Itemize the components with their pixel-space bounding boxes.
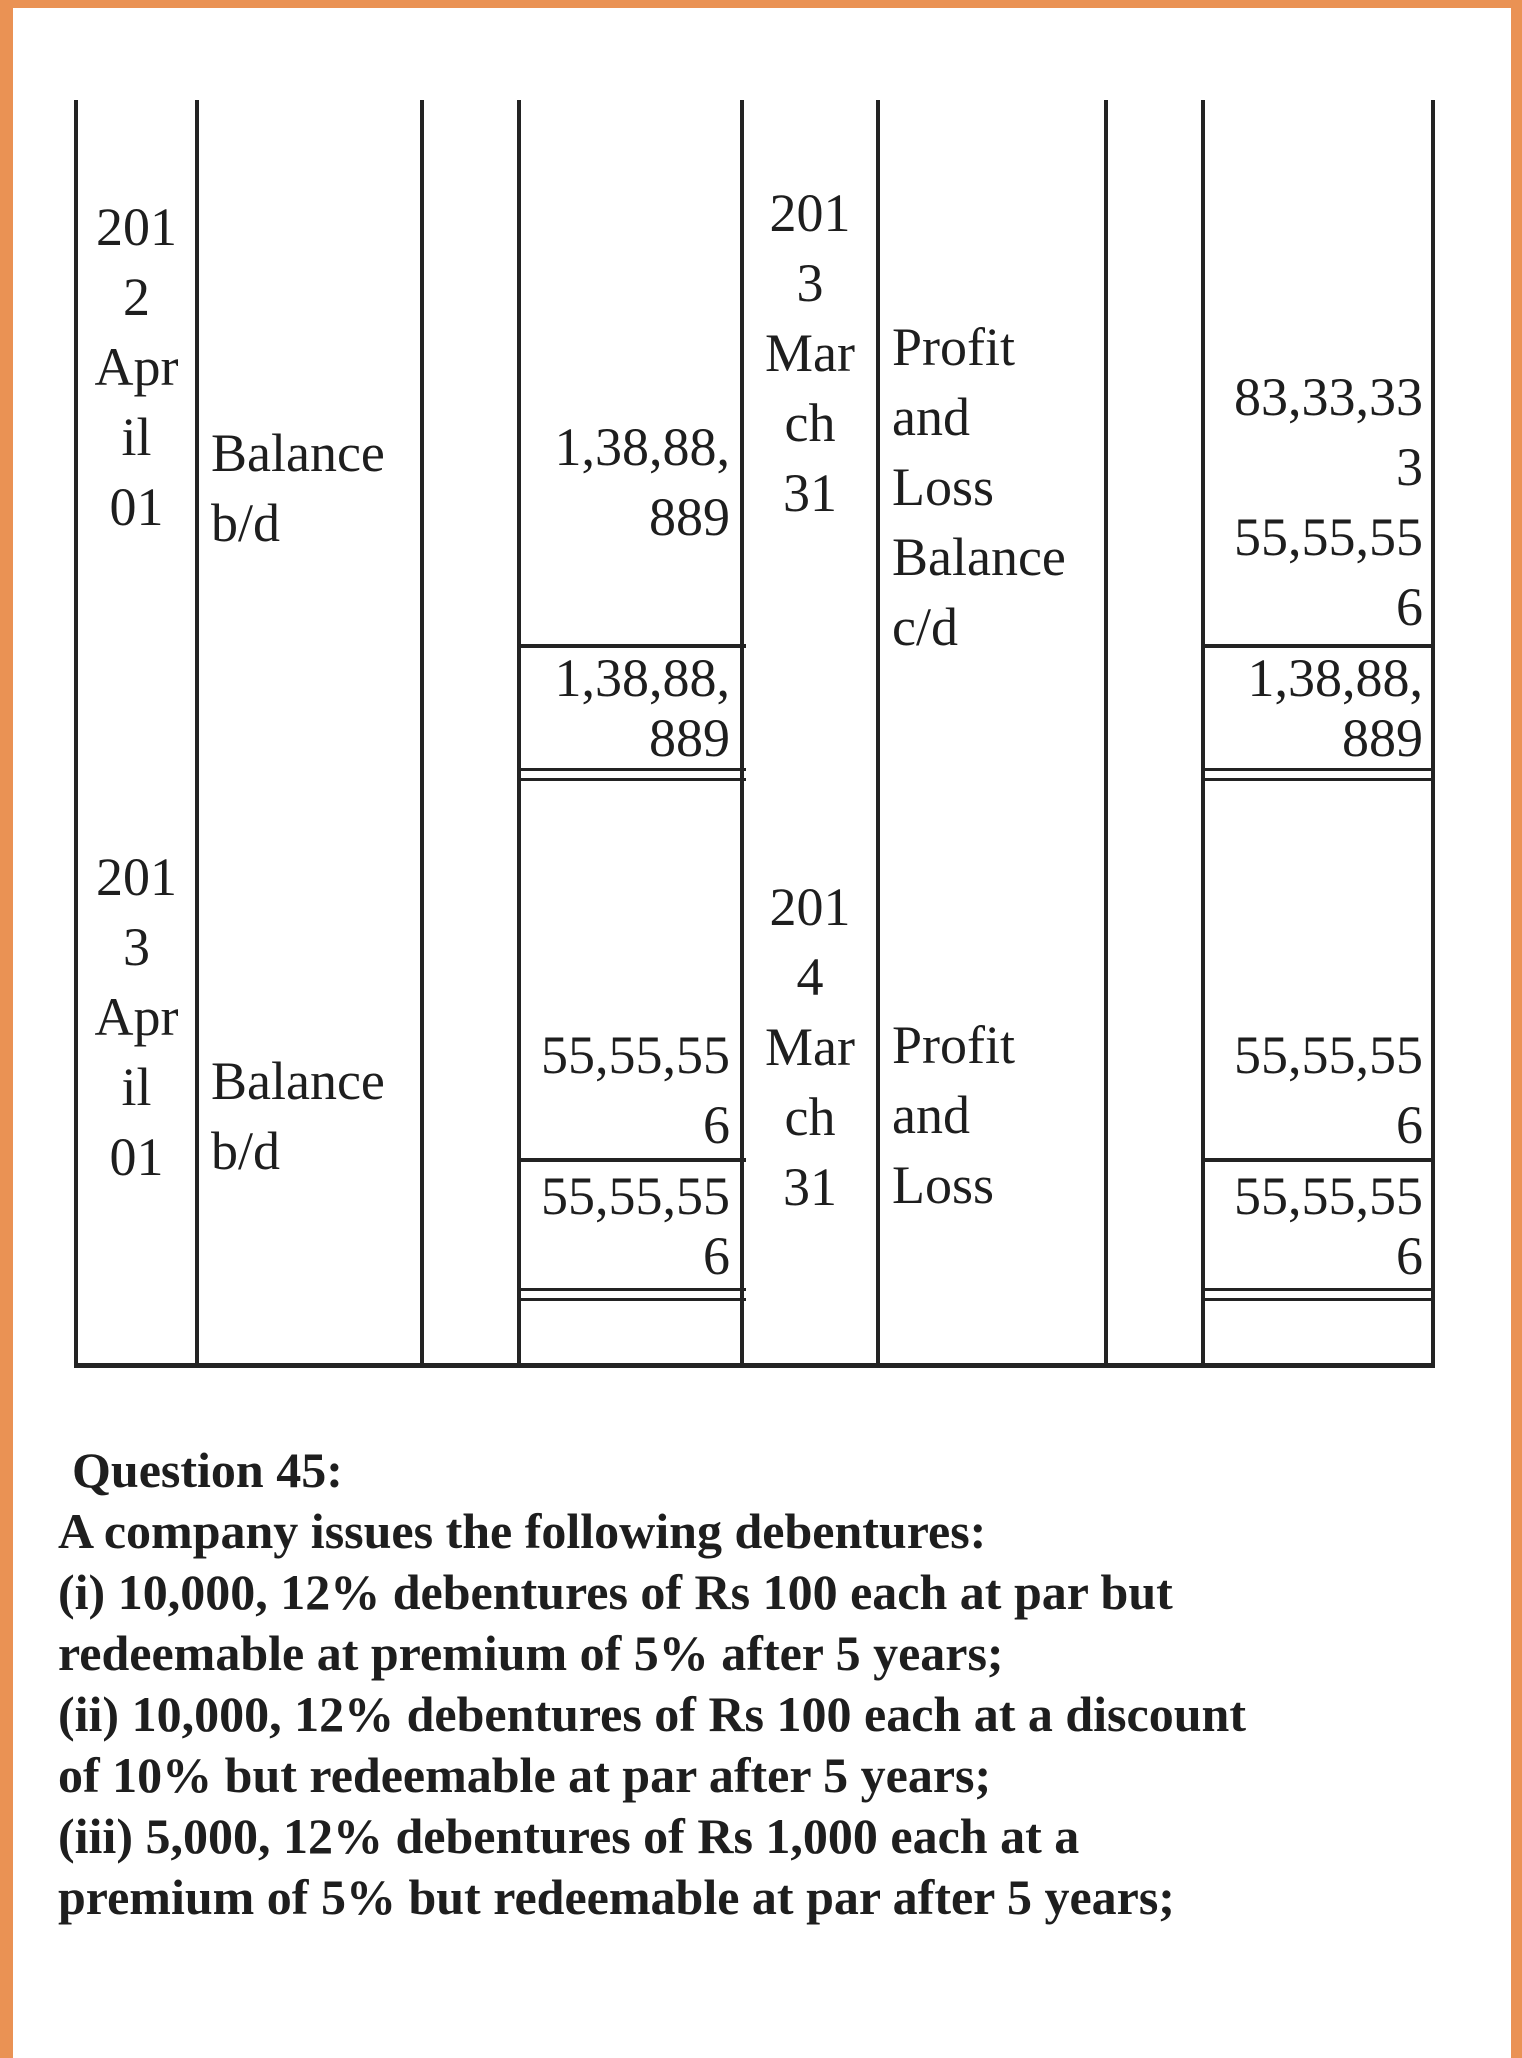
- table-vertical-line: [1201, 100, 1205, 1368]
- credit-total-2: 55,55,55 6: [1234, 1166, 1423, 1286]
- page-border-left: [0, 0, 13, 2058]
- credit-date-2014: 201 4 Mar ch 31: [765, 877, 855, 1217]
- debit-date-2012: 201 2 Apr il 01: [94, 197, 179, 537]
- question-line: premium of 5% but redeemable at par after 5 years;: [58, 1869, 1175, 1925]
- question-line: (i) 10,000, 12% debentures of Rs 100 each at par but: [58, 1564, 1173, 1620]
- credit-amount-1: 83,33,33 3 55,55,55 6: [1234, 367, 1423, 637]
- question-heading: Question 45:: [72, 1442, 343, 1498]
- table-bottom-border: [76, 1363, 1435, 1368]
- debit-amount-1: 1,38,88, 889: [554, 417, 730, 547]
- question-line: A company issues the following debentures:: [58, 1503, 987, 1559]
- total-underline-double: [519, 778, 746, 781]
- table-vertical-line: [1104, 100, 1108, 1368]
- credit-amount-2: 55,55,55 6: [1234, 1025, 1423, 1155]
- total-underline-double: [519, 1288, 746, 1291]
- question-line: redeemable at premium of 5% after 5 years;: [58, 1625, 1004, 1681]
- table-vertical-line: [517, 100, 521, 1368]
- debit-particulars-balance-bd-1: Balance b/d: [211, 423, 385, 553]
- question-line: (ii) 10,000, 12% debentures of Rs 100 each at a discount: [58, 1686, 1246, 1742]
- debit-total-1: 1,38,88, 889: [554, 648, 730, 768]
- question-line: (iii) 5,000, 12% debentures of Rs 1,000 each at a: [58, 1808, 1080, 1864]
- credit-total-1: 1,38,88, 889: [1247, 648, 1423, 768]
- question-line: of 10% but redeemable at par after 5 years;: [58, 1747, 992, 1803]
- credit-date-2013: 201 3 Mar ch 31: [765, 183, 855, 523]
- credit-particulars-profit-and-loss: Profit and Loss: [892, 1015, 1016, 1215]
- table-vertical-line: [876, 100, 880, 1368]
- page-border-top: [0, 0, 1522, 8]
- debit-amount-2: 55,55,55 6: [541, 1025, 730, 1155]
- total-underline-double: [1203, 1288, 1435, 1291]
- debit-date-2013: 201 3 Apr il 01: [94, 847, 179, 1187]
- total-underline-double: [519, 1298, 746, 1301]
- table-vertical-line: [1431, 100, 1435, 1368]
- total-underline-double: [1203, 1298, 1435, 1301]
- total-underline-double: [519, 768, 746, 771]
- debit-particulars-balance-bd-2: Balance b/d: [211, 1051, 385, 1181]
- total-underline-double: [1203, 768, 1435, 771]
- credit-particulars-pl-balance-cd: Profit and Loss Balance c/d: [892, 317, 1066, 657]
- table-vertical-line: [195, 100, 199, 1368]
- debit-total-2: 55,55,55 6: [541, 1166, 730, 1286]
- question-block: [58, 1440, 1246, 1928]
- table-vertical-line: [420, 100, 424, 1368]
- total-underline-double: [1203, 778, 1435, 781]
- page-border-right: [1511, 0, 1522, 2058]
